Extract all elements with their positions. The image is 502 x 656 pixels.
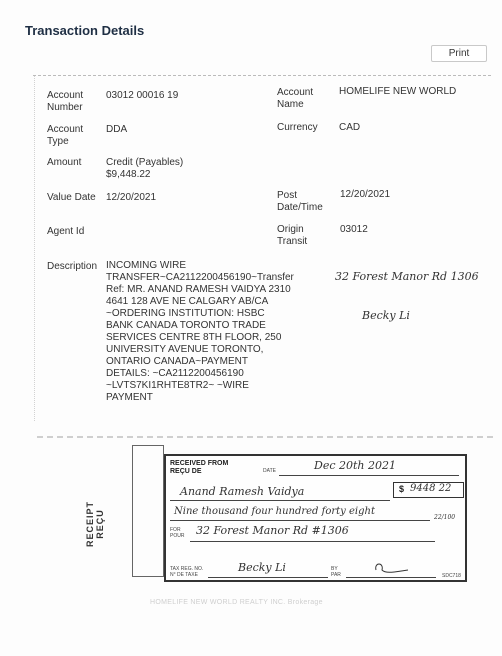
payer-line: [170, 500, 390, 501]
tax-line: [208, 577, 328, 578]
description-line: ONTARIO CANADA~PAYMENT: [106, 356, 248, 367]
handwritten-name: Becky Li: [362, 309, 410, 322]
currency-label: Currency: [277, 122, 318, 133]
cents-value: 22/100: [434, 514, 456, 521]
value-date-label: Value Date: [47, 192, 96, 203]
currency-value: CAD: [339, 122, 361, 133]
tax-label: TAX REG. NO.: [170, 566, 204, 572]
account-name-label: Account Name: [277, 87, 314, 110]
description-value: [106, 260, 294, 404]
receipt-title: RECEIPT: [85, 501, 95, 548]
value-date-value: 12/20/2021: [106, 192, 157, 203]
handwritten-address: 32 Forest Manor Rd 1306: [335, 270, 479, 283]
tax-label-fr: N° DE TAXE: [170, 572, 198, 578]
receipt-title-fr: REÇU: [95, 509, 105, 539]
description-line: DETAILS: ~CA2112200456190: [106, 368, 244, 379]
origin-transit-value: 03012: [340, 224, 368, 235]
description-label: Description: [47, 261, 98, 272]
description-line: Ref: MR. ANAND RAMESH VAIDYA 2310: [106, 284, 291, 295]
print-button[interactable]: Print: [431, 45, 487, 62]
receipt-amount: 9448 22: [410, 483, 452, 494]
account-name-value: HOMELIFE NEW WORLD: [339, 86, 457, 97]
payer-name: Anand Ramesh Vaidya: [180, 485, 305, 498]
account-number-label: Account Number: [47, 90, 84, 113]
description-line: PAYMENT: [106, 392, 153, 403]
for-value: 32 Forest Manor Rd #1306: [196, 524, 349, 537]
dollar-sign: $: [399, 484, 405, 494]
scan-divider: [37, 436, 493, 438]
received-from-label: RECEIVED FROM: [170, 460, 229, 467]
date-value: Dec 20th 2021: [314, 459, 396, 472]
by-line: [346, 577, 436, 578]
account-type-value: DDA: [106, 124, 128, 135]
description-line: UNIVERSITY AVENUE TORONTO,: [106, 344, 264, 355]
form-code: SDC718: [442, 573, 461, 579]
page-title: Transaction Details: [25, 23, 145, 38]
post-date-value: 12/20/2021: [340, 189, 391, 200]
description-line: INCOMING WIRE: [106, 260, 186, 271]
receipt-form: [164, 454, 467, 582]
description-line: TRANSFER~CA2112200456190~Transfer: [106, 272, 294, 283]
receipt-vertical-title: [82, 490, 104, 560]
origin-transit-label: Origin Transit: [277, 224, 308, 247]
description-line: ~ORDERING INSTITUTION: HSBC: [106, 308, 265, 319]
amount-value: $9,448.22: [106, 169, 151, 180]
receipt-footer: HOMELIFE NEW WORLD REALTY INC. Brokerage: [150, 599, 323, 606]
description-line: SERVICES CENTRE 8TH FLOOR, 250: [106, 332, 282, 343]
amount-label: Amount: [47, 157, 82, 168]
agent-id-label: Agent Id: [47, 226, 85, 237]
by-signature-scribble: [372, 560, 412, 576]
for-line: [190, 541, 435, 542]
post-date-label: Post Date/Time: [277, 190, 323, 213]
amount-in-words: Nine thousand four hundred forty eight: [174, 506, 375, 517]
date-line: [279, 475, 459, 476]
amount-words-line: [170, 520, 430, 521]
amount-box: [393, 482, 464, 498]
by-label: BY: [331, 566, 338, 572]
amount-type-value: Credit (Payables): [106, 157, 184, 168]
receipt-stub-border: [132, 445, 164, 577]
description-line: ~LVTS7KI1RHTE8TR2~ ~WIRE: [106, 380, 249, 391]
description-line: BANK CANADA TORONTO TRADE: [106, 320, 266, 331]
for-label-fr: POUR: [170, 533, 185, 539]
account-type-label: Account Type: [47, 124, 84, 147]
date-label: DATE: [263, 468, 276, 474]
received-from-label-fr: REÇU DE: [170, 468, 202, 475]
scan-edge-top: [33, 75, 491, 76]
account-number-value: 03012 00016 19: [106, 90, 179, 101]
scan-edge-left: [34, 76, 35, 421]
for-label: FOR: [170, 527, 181, 533]
by-label-fr: PAR: [331, 572, 341, 578]
description-line: 4641 128 AVE NE CALGARY AB/CA: [106, 296, 269, 307]
signature: Becky Li: [238, 561, 286, 574]
